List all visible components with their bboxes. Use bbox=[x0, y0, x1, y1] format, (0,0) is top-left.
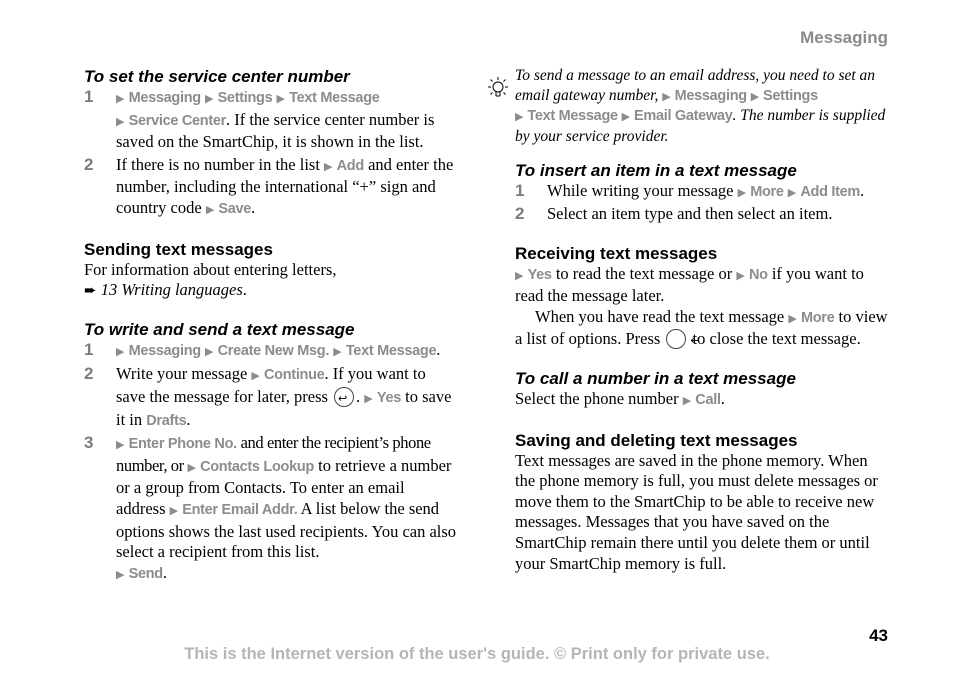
reference-link[interactable]: 13 Writing languages bbox=[100, 280, 243, 300]
menu-arrow-icon: ▶ bbox=[205, 202, 215, 216]
menu-arrow-icon: ▶ bbox=[276, 92, 285, 105]
back-key-icon bbox=[334, 387, 354, 407]
left-column bbox=[84, 66, 458, 585]
step-2-service-center: 2 If there is no number in the list ▶ Add and enter the number, including the international “+” sign and country code ▶ Save. bbox=[84, 155, 458, 221]
menu-arrow-icon: ▶ bbox=[116, 438, 125, 452]
paragraph-receiving-more: When you have read the text message ▶ More to view a list of options. Press ↩ to close the text message. bbox=[515, 307, 889, 350]
paragraph-saving-deleting: Text messages are saved in the phone memory. When the phone memory is full, you must delete messages or move them to the SmartChip to be able to receive new messages. Messages that you have saved on the SmartChip remain there until you delete them or until your SmartChip memory is full. bbox=[515, 450, 878, 573]
back-key-icon bbox=[666, 329, 686, 349]
step-2-write-send: 2 Write your message ▶ Continue. If you want to save the message for later, press ↩. ▶ Yes to save it in Drafts. bbox=[84, 364, 458, 431]
menu-item-save: Save bbox=[218, 200, 252, 217]
step-3-write-send: 3 ▶ Enter Phone No. and enter the recipient’s phone number, or ▶ Contacts Lookup to retrieve a number or a group from Contacts. To enter an email address ▶ Enter Email Addr. A list below the send options shows the last used recipients. You can also select a recipient from this list. ▶ Send. bbox=[84, 433, 458, 585]
menu-arrow-icon: ▶ bbox=[116, 344, 125, 358]
heading-set-service-center: To set the service center number bbox=[84, 67, 350, 86]
step-number: 1 bbox=[84, 87, 94, 106]
menu-item-more: More bbox=[750, 184, 784, 201]
step-text: and enter the number, including the international “+” sign and country code bbox=[116, 154, 454, 217]
heading-receiving: Receiving text messages bbox=[515, 243, 718, 263]
menu-item-text-message: Text Message bbox=[527, 108, 618, 125]
menu-item-enter-phone-no: Enter Phone No. bbox=[128, 436, 237, 453]
step-1-insert-item: 1 While writing your message ▶ More ▶ Add Item. bbox=[515, 181, 889, 204]
menu-arrow-icon: ▶ bbox=[116, 114, 125, 128]
menu-item-add-item: Add Item bbox=[800, 184, 861, 201]
menu-arrow-icon: ▶ bbox=[662, 89, 671, 103]
menu-item-create-new-msg: Create New Msg. bbox=[217, 342, 330, 359]
step-text: . If the service center number is saved on the SmartChip, it is shown in the list. bbox=[116, 109, 435, 152]
menu-item-messaging: Messaging bbox=[674, 87, 747, 104]
menu-item-continue: Continue bbox=[264, 367, 325, 384]
tip-box: To send a message to an email address, you need to set an email gateway number, ▶ Messaging ▶ Settings ▶ Text Message ▶ Email Gateway. The number is supplied by your service provider. bbox=[483, 66, 889, 146]
heading-saving-deleting: Saving and deleting text messages bbox=[515, 430, 798, 450]
menu-arrow-icon: ▶ bbox=[116, 92, 125, 105]
menu-arrow-icon: ▶ bbox=[169, 503, 179, 517]
menu-item-messaging: Messaging bbox=[128, 90, 201, 106]
step-1-service-center bbox=[84, 87, 458, 153]
step-number: 2 bbox=[84, 154, 94, 174]
menu-item-text-message: Text Message bbox=[289, 90, 380, 106]
menu-arrow-icon: ▶ bbox=[621, 110, 631, 124]
menu-arrow-icon: ▶ bbox=[364, 391, 373, 405]
menu-item-settings: Settings bbox=[763, 87, 818, 104]
step-text: If there is no number in the list bbox=[116, 154, 325, 174]
menu-arrow-icon: ▶ bbox=[204, 344, 214, 358]
section-header: Messaging bbox=[800, 28, 888, 47]
menu-arrow-icon: ▶ bbox=[682, 393, 692, 407]
menu-arrow-icon: ▶ bbox=[333, 344, 342, 358]
step-1-write-send: 1 ▶ Messaging ▶ Create New Msg. ▶ Text Message. bbox=[84, 340, 458, 363]
paragraph-receiving: ▶ Yes to read the text message or ▶ No if you want to read the message later. bbox=[515, 263, 864, 306]
menu-arrow-icon: ▶ bbox=[737, 186, 747, 200]
step-number: 1 bbox=[515, 181, 525, 201]
menu-arrow-icon: ▶ bbox=[187, 460, 196, 474]
menu-item-no: No bbox=[748, 266, 768, 283]
paragraph-sending: For information about entering letters, ➨ 13 Writing languages. bbox=[84, 259, 337, 300]
menu-item-settings: Settings bbox=[217, 90, 273, 106]
menu-arrow-icon: ▶ bbox=[788, 311, 797, 325]
page-number: 43 bbox=[869, 626, 888, 645]
menu-arrow-icon: ▶ bbox=[750, 89, 760, 103]
heading-sending-text-messages: Sending text messages bbox=[84, 239, 273, 259]
step-number: 1 bbox=[84, 339, 94, 359]
menu-arrow-icon: ▶ bbox=[515, 268, 524, 282]
menu-item-add: Add bbox=[336, 157, 364, 174]
footer-notice: This is the Internet version of the user's guide. © Print only for private use. bbox=[184, 645, 770, 663]
menu-item-more: More bbox=[800, 309, 835, 326]
menu-arrow-icon: ▶ bbox=[116, 567, 125, 581]
menu-item-messaging: Messaging bbox=[128, 342, 201, 359]
menu-item-yes: Yes bbox=[376, 389, 401, 406]
step-2-insert-item: 2 Select an item type and then select an item. bbox=[515, 203, 833, 223]
menu-item-drafts: Drafts bbox=[146, 412, 187, 429]
heading-call-number: To call a number in a text message bbox=[515, 368, 796, 388]
menu-item-service-center: Service Center bbox=[128, 112, 226, 129]
menu-item-yes: Yes bbox=[527, 266, 552, 283]
menu-arrow-icon: ▶ bbox=[204, 92, 214, 105]
menu-arrow-icon: ▶ bbox=[324, 159, 333, 173]
menu-item-call: Call bbox=[695, 391, 721, 408]
menu-item-send: Send bbox=[128, 565, 163, 582]
menu-item-text-message: Text Message bbox=[345, 342, 437, 359]
right-column bbox=[483, 66, 889, 574]
menu-item-contacts-lookup: Contacts Lookup bbox=[200, 458, 314, 475]
menu-item-enter-email-addr: Enter Email Addr. bbox=[182, 501, 298, 518]
heading-write-send: To write and send a text message bbox=[84, 319, 355, 339]
menu-item-email-gateway: Email Gateway bbox=[634, 108, 733, 125]
step-number: 2 bbox=[84, 364, 94, 384]
arrow-reference-icon: ➨ bbox=[84, 281, 97, 300]
step-number: 2 bbox=[515, 203, 525, 223]
heading-insert-item: To insert an item in a text message bbox=[515, 161, 797, 181]
step-number: 3 bbox=[84, 433, 94, 453]
menu-arrow-icon: ▶ bbox=[515, 110, 524, 124]
menu-arrow-icon: ▶ bbox=[251, 369, 260, 383]
paragraph-call-number: Select the phone number ▶ Call. bbox=[515, 388, 725, 408]
menu-arrow-icon: ▶ bbox=[787, 186, 797, 200]
menu-arrow-icon: ▶ bbox=[736, 268, 745, 282]
lightbulb-tip-icon bbox=[483, 66, 515, 96]
